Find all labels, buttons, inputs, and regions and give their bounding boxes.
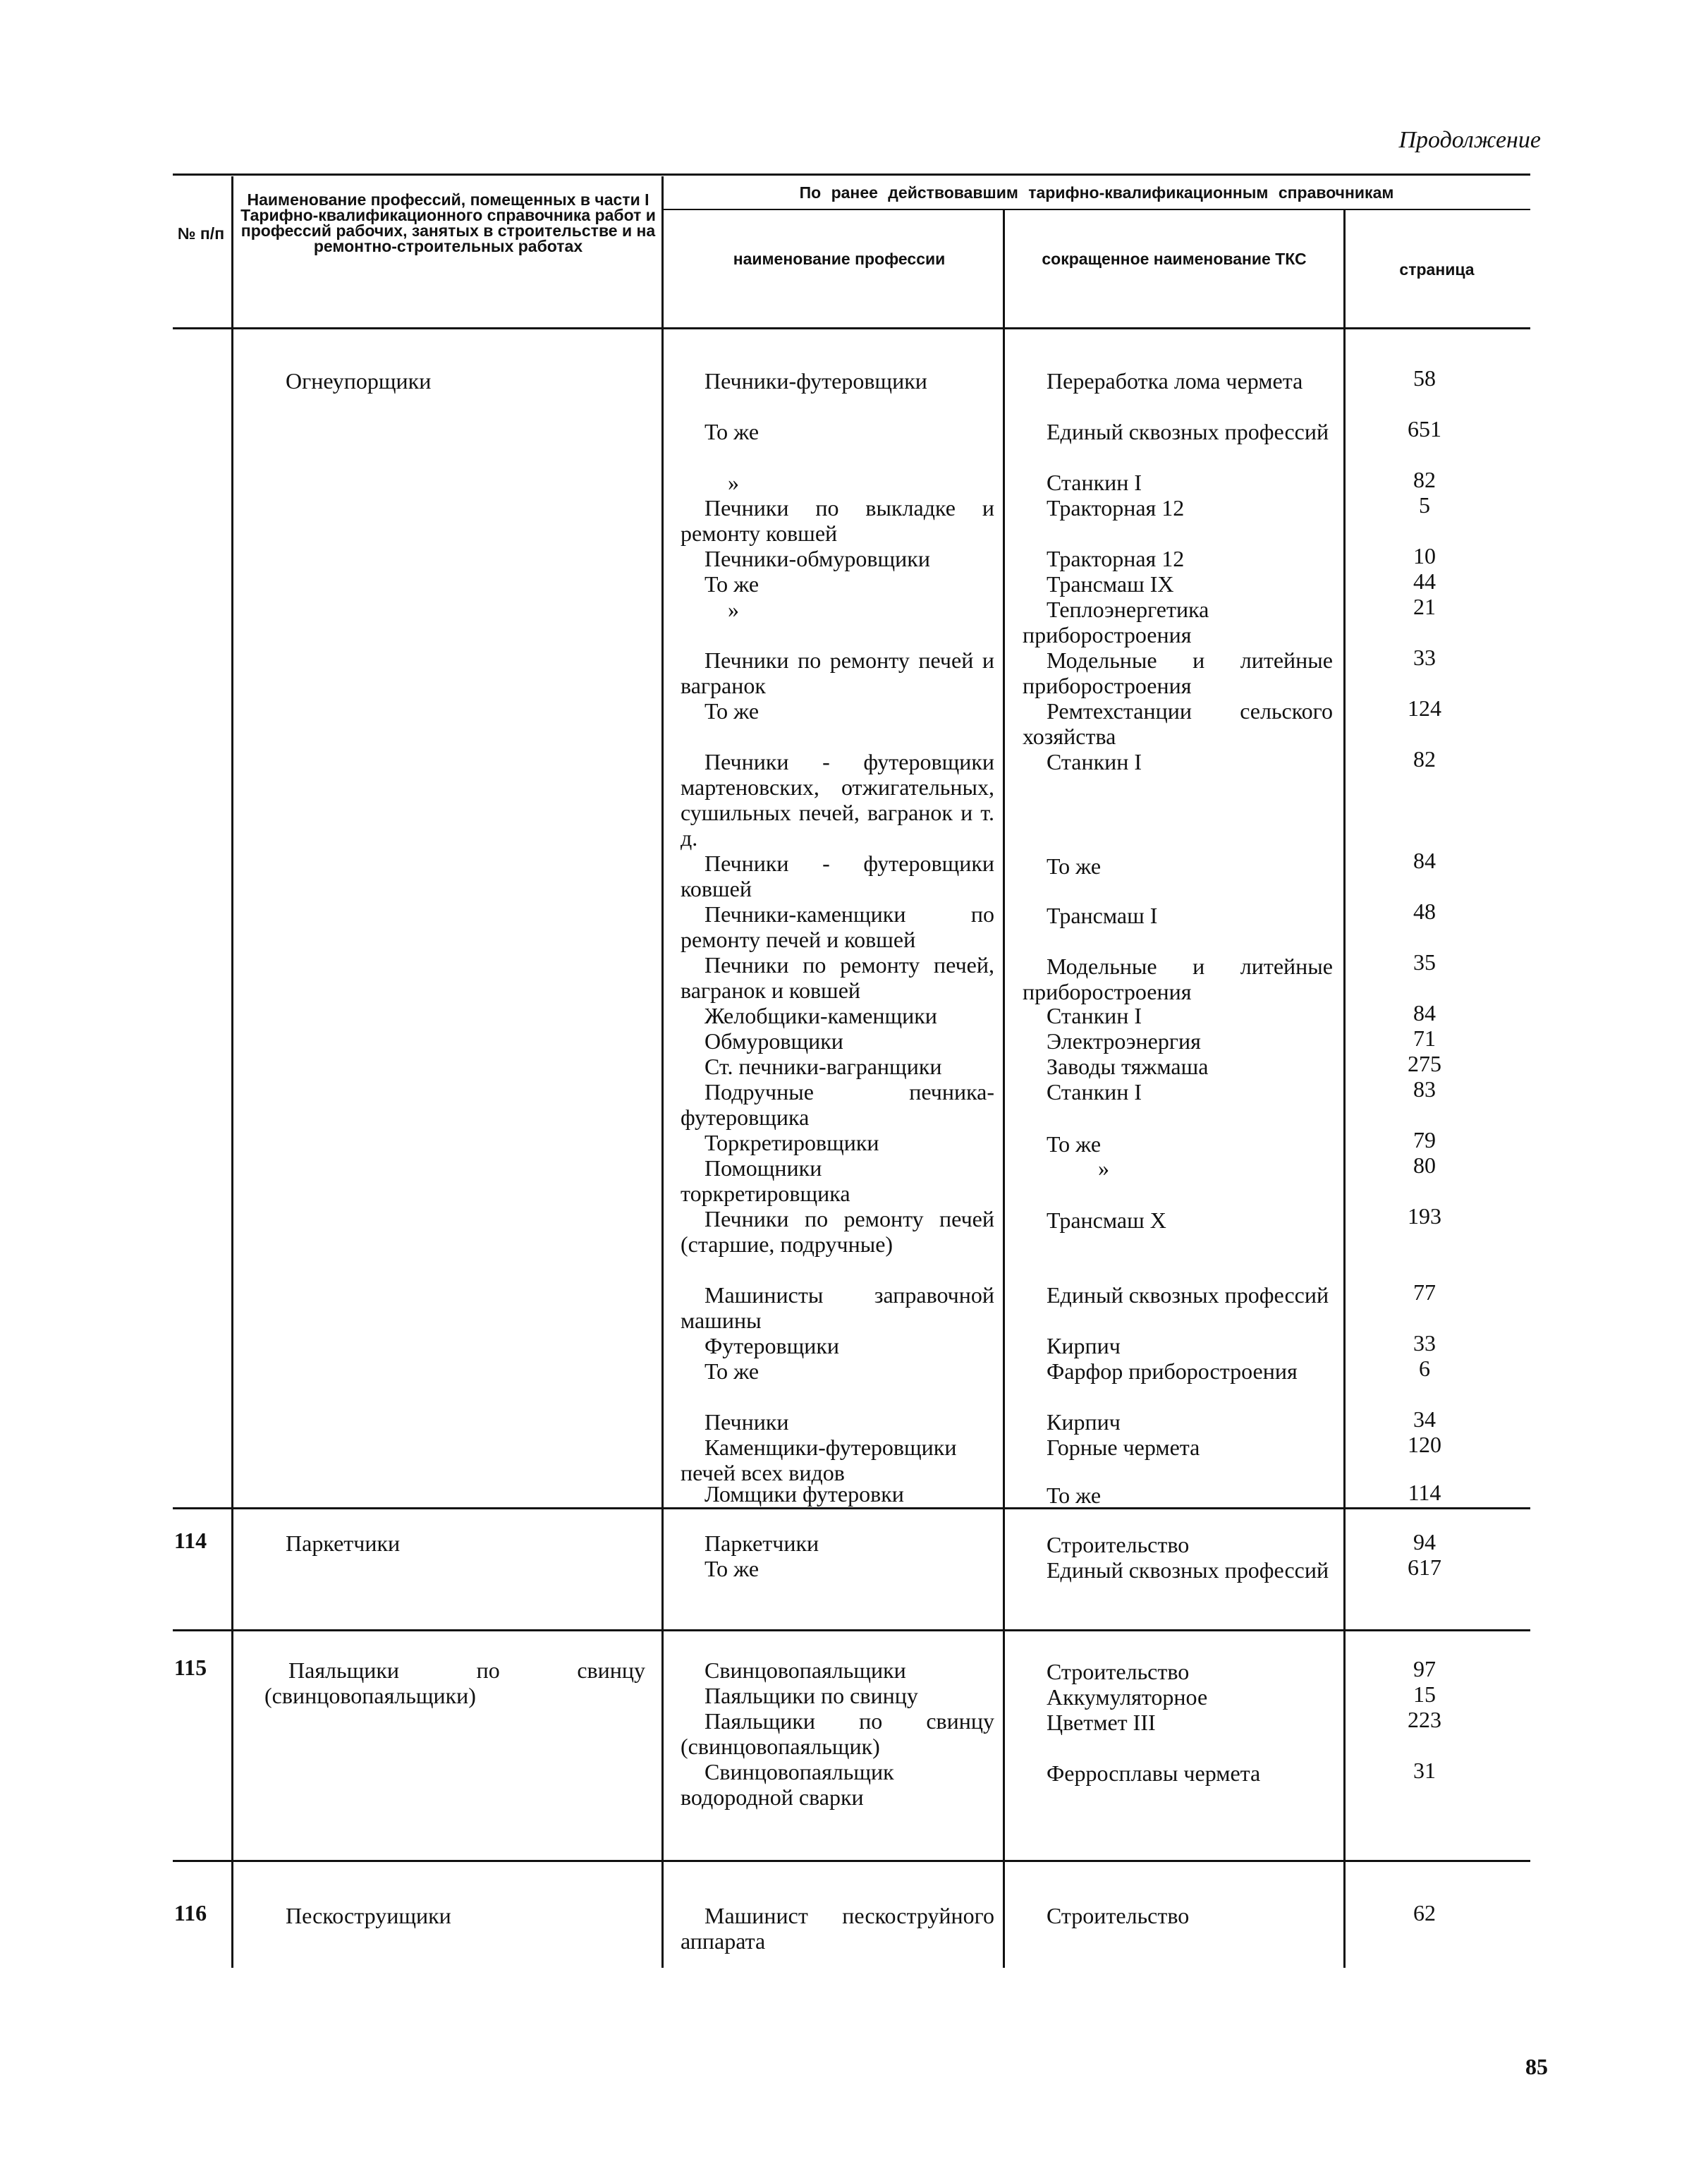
row-page: 10: [1413, 543, 1436, 568]
row-tks: Электроэнергия: [1047, 1028, 1201, 1054]
body-divider-3: [1003, 329, 1005, 1507]
row-tks: Переработка лома чермета: [1047, 368, 1303, 394]
row-name: Печники-обмуровщики: [704, 546, 930, 571]
row-name: Подручные печника-футеровщика: [681, 1079, 994, 1130]
body-divider-3c: [1003, 1631, 1005, 1860]
continuation-label: Продолжение: [1398, 127, 1541, 153]
header-group: По ранее действовавшим тарифно-квалификационным справочникам: [799, 183, 1394, 202]
header-page: страница: [1399, 260, 1475, 279]
body-divider-3d: [1003, 1862, 1005, 1968]
row-tks: Модельные и литейные приборостроения: [1023, 954, 1333, 1004]
row-name: Ломщики футеровки: [704, 1481, 904, 1507]
row-number-116: 116: [173, 1900, 207, 1925]
header-divider-3: [1003, 210, 1005, 327]
row-name: Паяльщики по свинцу (свинцовопаяльщик): [681, 1708, 994, 1759]
row-tks: Строительство: [1047, 1903, 1190, 1928]
header-num: № п/п: [177, 224, 225, 243]
row-tks: Станкин I: [1047, 749, 1142, 774]
row-page: 223: [1408, 1707, 1441, 1732]
group-header-rule: [663, 209, 1530, 210]
row-tks: Станкин I: [1047, 1003, 1142, 1028]
row-tks: Ферросплавы чермета: [1047, 1760, 1261, 1786]
row-name: Печники-футеровщики: [704, 368, 927, 394]
row-page: 33: [1413, 645, 1436, 670]
row-name: Футеровщики: [704, 1333, 840, 1358]
row-page: 31: [1413, 1758, 1436, 1783]
row-page: 651: [1408, 416, 1441, 442]
row-name: Каменщики-футеровщики печей всех видов: [681, 1435, 957, 1485]
row-tks: То же: [1047, 853, 1102, 879]
group-separator-116: [173, 1860, 1530, 1862]
body-divider-1b: [231, 1509, 233, 1629]
row-name: Паркетчики: [704, 1531, 819, 1556]
row-tks: Тракторная 12: [1047, 495, 1185, 521]
row-name: Машинисты заправочной машины: [681, 1282, 994, 1333]
row-name: Печники по ремонту печей (старшие, подручные): [681, 1206, 994, 1257]
row-tks: Цветмет III: [1047, 1710, 1156, 1735]
body-divider-2c: [661, 1631, 664, 1860]
row-name: Помощники торкретировщика: [681, 1155, 850, 1206]
row-name: Печники - футеровщики мартеновских, отжигательных, сушильных печей, вагранок и т. д.: [681, 749, 994, 851]
row-tks: Строительство: [1047, 1532, 1190, 1557]
row-tks: Станкин I: [1047, 1079, 1142, 1105]
row-number-114: 114: [173, 1528, 207, 1553]
header-divider-1: [231, 176, 233, 327]
row-page: 71: [1413, 1026, 1436, 1051]
row-tks: Кирпич: [1047, 1409, 1121, 1435]
row-tks: То же: [1047, 1483, 1102, 1508]
row-page: 94: [1413, 1529, 1436, 1554]
row-name: То же: [704, 698, 760, 724]
row-page: 82: [1413, 746, 1436, 772]
row-name: Машинист пескоструйного аппарата: [681, 1903, 994, 1954]
row-tks: Станкин I: [1047, 470, 1142, 495]
row-tks: Фарфор приборостроения: [1047, 1358, 1298, 1384]
row-page: 15: [1413, 1681, 1436, 1707]
row-page: 58: [1413, 365, 1436, 391]
body-divider-1d: [231, 1862, 233, 1968]
row-page: 114: [1408, 1480, 1441, 1505]
row-page: 82: [1413, 467, 1436, 492]
profession-114: Паркетчики: [286, 1531, 401, 1556]
profession-115: Паяльщики по свинцу (свинцовопаяльщики): [264, 1657, 645, 1708]
row-tks: Кирпич: [1047, 1333, 1121, 1358]
row-tks: То же: [1047, 1131, 1102, 1157]
header-profession: Наименование профессий, помещенных в части I Тарифно-квалификационного справочника работ и профессий рабочих, занятых в строительстве и на ремонтно-строительных работах: [240, 190, 656, 255]
row-tks: Модельные и литейные приборостроения: [1023, 647, 1333, 698]
row-name: Желобщики-каменщики: [704, 1003, 937, 1028]
row-page: 80: [1413, 1152, 1436, 1178]
row-name: Свинцовопаяльщики: [704, 1657, 906, 1683]
row-page: 77: [1413, 1279, 1436, 1305]
row-name: Печники: [704, 1409, 789, 1435]
row-name: Паяльщики по свинцу: [704, 1683, 918, 1708]
body-divider-1: [231, 329, 233, 1507]
profession-ogneupor: Огнеупорщики: [286, 368, 432, 394]
row-tks: Трансмаш X: [1047, 1207, 1166, 1233]
row-page: 84: [1413, 1000, 1436, 1026]
row-name: Торкретировщики: [704, 1130, 879, 1155]
header-tks: сокращенное наименование ТКС: [1042, 250, 1307, 268]
row-page: 124: [1408, 695, 1441, 721]
row-page: 275: [1408, 1051, 1441, 1076]
row-page: 33: [1413, 1330, 1436, 1356]
row-tks: Тракторная 12: [1047, 546, 1185, 571]
row-name: Ст. печники-вагранщики: [704, 1054, 942, 1079]
row-page: 617: [1408, 1554, 1441, 1580]
row-page: 34: [1413, 1406, 1436, 1432]
header-name: наименование профессии: [733, 250, 946, 268]
row-page: 5: [1419, 492, 1430, 518]
row-name: Печники по ремонту печей и вагранок: [681, 647, 994, 698]
row-name: Свинцовопаяльщик водородной сварки: [681, 1759, 894, 1810]
row-page: 83: [1413, 1076, 1436, 1102]
row-name: То же: [704, 571, 760, 597]
row-page: 48: [1413, 899, 1436, 924]
row-tks: Единый сквозных профессий: [1047, 1557, 1329, 1583]
row-page: 62: [1413, 1900, 1436, 1925]
row-name: Печники по ремонту печей, вагранок и ковшей: [681, 952, 994, 1003]
header-bottom-rule: [173, 327, 1530, 329]
row-page: 35: [1413, 949, 1436, 975]
row-tks: Горные чермета: [1047, 1435, 1200, 1460]
row-page: 120: [1408, 1432, 1441, 1457]
row-name: Обмуровщики: [704, 1028, 843, 1054]
table-top-rule: [173, 174, 1530, 176]
body-divider-2b: [661, 1509, 664, 1629]
row-tks: Трансмаш I: [1047, 903, 1158, 928]
row-tks: Ремтехстанции сельского хозяйства: [1023, 698, 1333, 749]
body-divider-1c: [231, 1631, 233, 1860]
header-divider-4: [1343, 210, 1346, 327]
row-page: 44: [1413, 568, 1436, 594]
row-name-ditto: »: [728, 470, 739, 495]
header-divider-2: [661, 176, 664, 327]
row-tks: Заводы тяжмаша: [1047, 1054, 1209, 1079]
row-page: 6: [1419, 1356, 1430, 1381]
body-divider-2: [661, 329, 664, 1507]
row-name: Печники - футеровщики ковшей: [681, 851, 994, 901]
row-tks: Трансмаш IX: [1047, 571, 1174, 597]
row-page: 21: [1413, 594, 1436, 619]
row-page: 193: [1408, 1203, 1441, 1229]
row-page: 84: [1413, 848, 1436, 873]
row-name: То же: [704, 1358, 760, 1384]
profession-116: Пескоструищики: [286, 1903, 451, 1928]
body-divider-3b: [1003, 1509, 1005, 1629]
row-tks: Единый сквозных профессий: [1047, 419, 1329, 444]
row-tks: Строительство: [1047, 1659, 1190, 1684]
row-page: 97: [1413, 1656, 1436, 1681]
row-name: Печники-каменщики по ремонту печей и ковшей: [681, 901, 994, 952]
group-separator-115: [173, 1629, 1530, 1631]
row-tks: Аккумуляторное: [1047, 1684, 1208, 1710]
row-name-ditto: »: [728, 597, 739, 622]
row-name: Печники по выкладке и ремонту ковшей: [681, 495, 994, 546]
row-tks: Теплоэнергетика приборостроения: [1023, 597, 1209, 647]
row-tks-ditto: »: [1098, 1155, 1109, 1181]
row-page: 79: [1413, 1127, 1436, 1152]
row-tks: Единый сквозных профессий: [1047, 1282, 1329, 1308]
body-divider-4d: [1343, 1862, 1346, 1968]
page-number: 85: [1525, 2054, 1548, 2079]
body-divider-4: [1343, 329, 1346, 1507]
body-divider-4b: [1343, 1509, 1346, 1629]
row-name: То же: [704, 1556, 760, 1581]
body-divider-4c: [1343, 1631, 1346, 1860]
row-number-115: 115: [173, 1655, 207, 1680]
body-divider-2d: [661, 1862, 664, 1968]
row-name: То же: [704, 419, 760, 444]
